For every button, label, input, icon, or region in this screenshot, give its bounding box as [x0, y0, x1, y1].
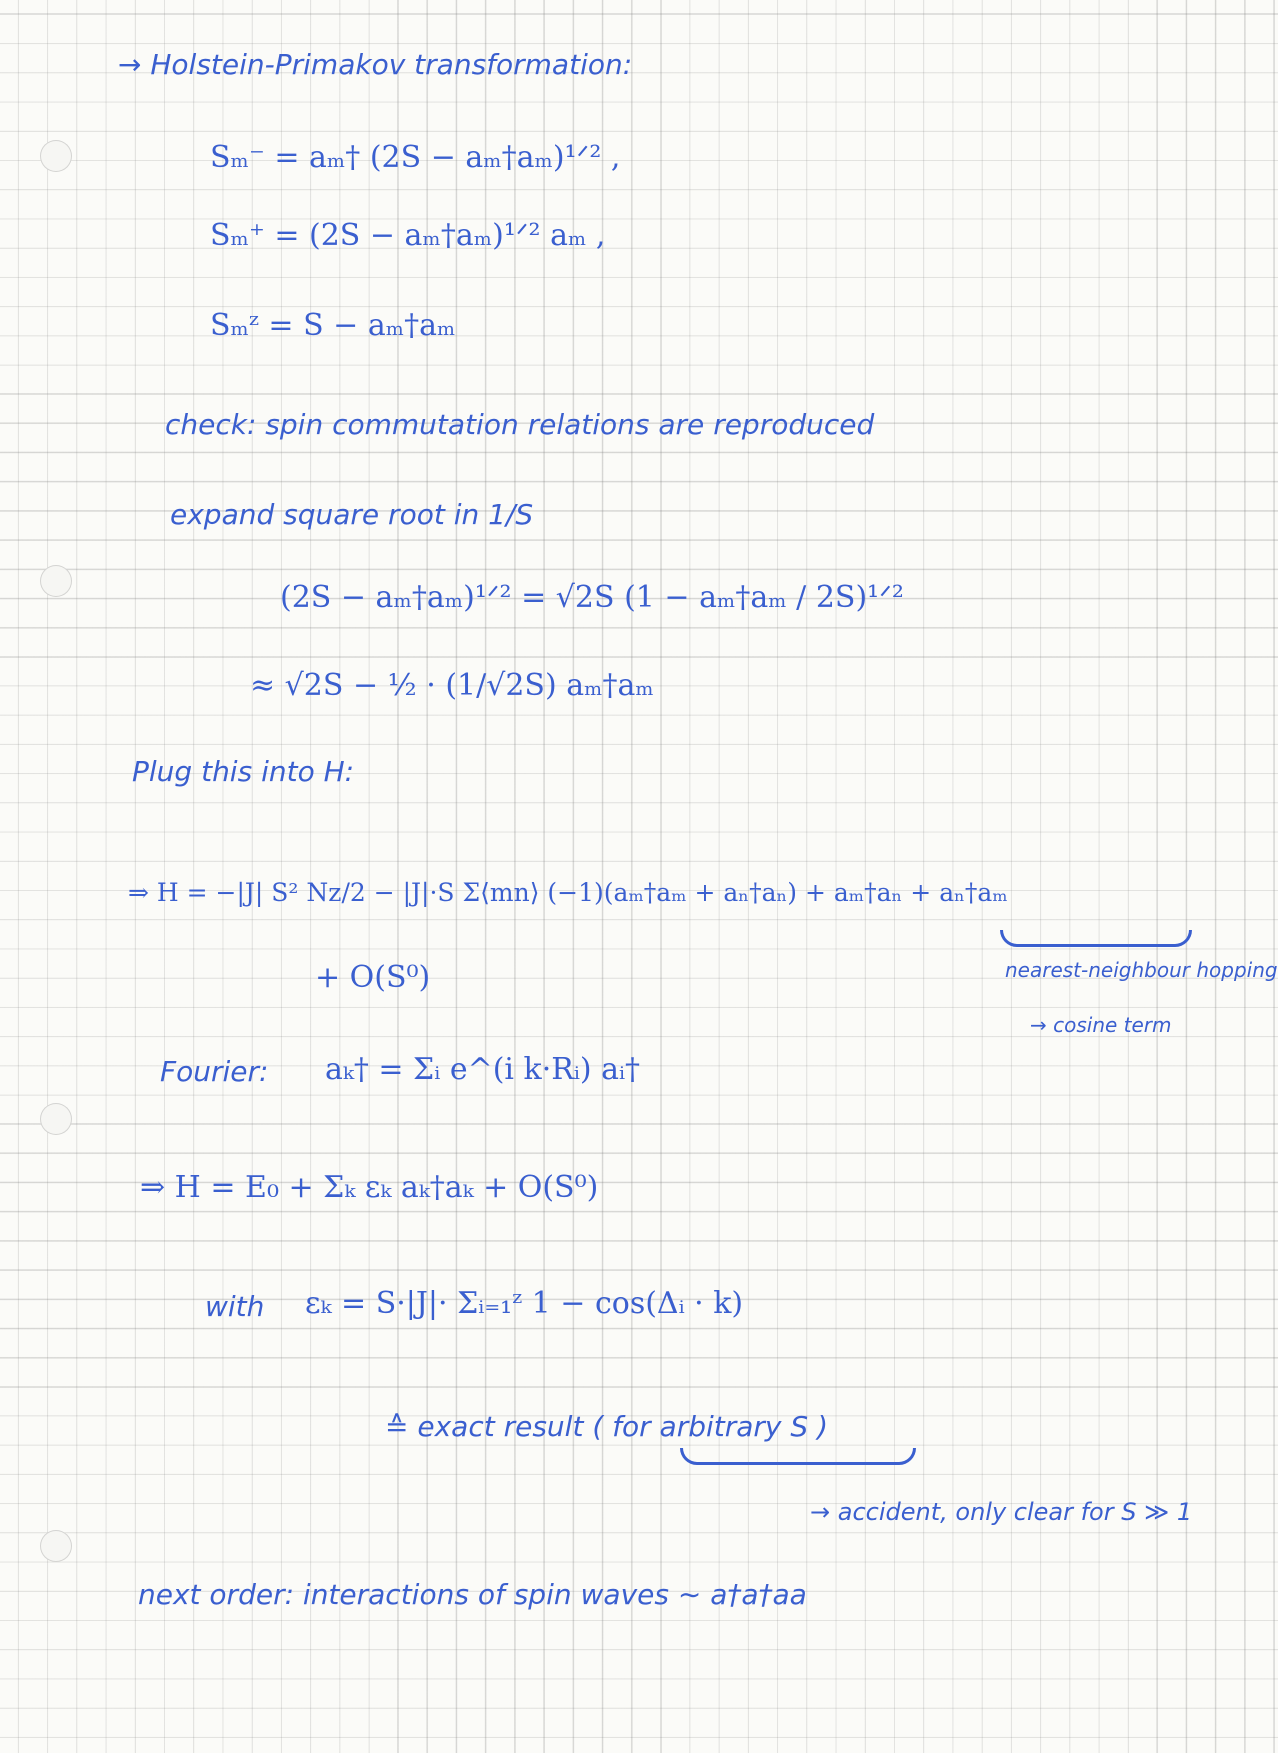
- equation-hamiltonian-2: + O(S⁰): [315, 960, 431, 995]
- binder-hole-3: [40, 1103, 72, 1135]
- note-cosine-term: → cosine term: [1030, 1013, 1172, 1037]
- equation-expand-1: (2S − aₘ†aₘ)¹ᐟ² = √2S (1 − aₘ†aₘ / 2S)¹ᐟ²: [280, 580, 904, 615]
- exact-result-line: ≙ exact result ( for arbitrary S ): [385, 1410, 828, 1443]
- equation-s-minus: Sₘ⁻ = aₘ† (2S − aₘ†aₘ)¹ᐟ² ,: [210, 140, 621, 175]
- next-order-line: next order: interactions of spin waves ∼ a†a†aa: [138, 1578, 807, 1611]
- plug-line: Plug this into H:: [132, 755, 355, 788]
- equation-epsilon: εₖ = S·|J|· Σᵢ₌₁ᶻ 1 − cos(Δᵢ · k): [305, 1286, 744, 1321]
- equation-hamiltonian-1: ⇒ H = −|J| S² Nz/2 − |J|·S Σ⟨mn⟩ (−1)(aₘ†aₘ + aₙ†aₙ) + aₘ†aₙ + aₙ†aₘ: [128, 878, 1008, 907]
- exact-result-brace: [680, 1448, 916, 1465]
- binder-hole-2: [40, 565, 72, 597]
- expand-line: expand square root in 1/S: [170, 498, 534, 531]
- with-label: with: [205, 1290, 265, 1323]
- equation-hamiltonian-3: ⇒ H = E₀ + Σₖ εₖ aₖ†aₖ + O(S⁰): [140, 1170, 599, 1205]
- hopping-brace: [1000, 930, 1192, 947]
- equation-s-plus: Sₘ⁺ = (2S − aₘ†aₘ)¹ᐟ² aₘ ,: [210, 218, 606, 253]
- equation-s-z: Sₘᶻ = S − aₘ†aₘ: [210, 308, 456, 343]
- accident-line: → accident, only clear for S ≫ 1: [810, 1498, 1193, 1526]
- page-title: → Holstein-Primakov transformation:: [118, 48, 633, 81]
- binder-hole-4: [40, 1530, 72, 1562]
- check-line: check: spin commutation relations are reproduced: [165, 408, 875, 441]
- equation-fourier: aₖ† = Σᵢ e^(i k·Rᵢ) aᵢ†: [325, 1052, 641, 1087]
- binder-hole-1: [40, 140, 72, 172]
- note-nearest-neighbour: nearest-neighbour hopping: [1005, 958, 1278, 982]
- fourier-label: Fourier:: [160, 1055, 269, 1088]
- equation-expand-2: ≈ √2S − ½ · (1/√2S) aₘ†aₘ: [250, 668, 654, 703]
